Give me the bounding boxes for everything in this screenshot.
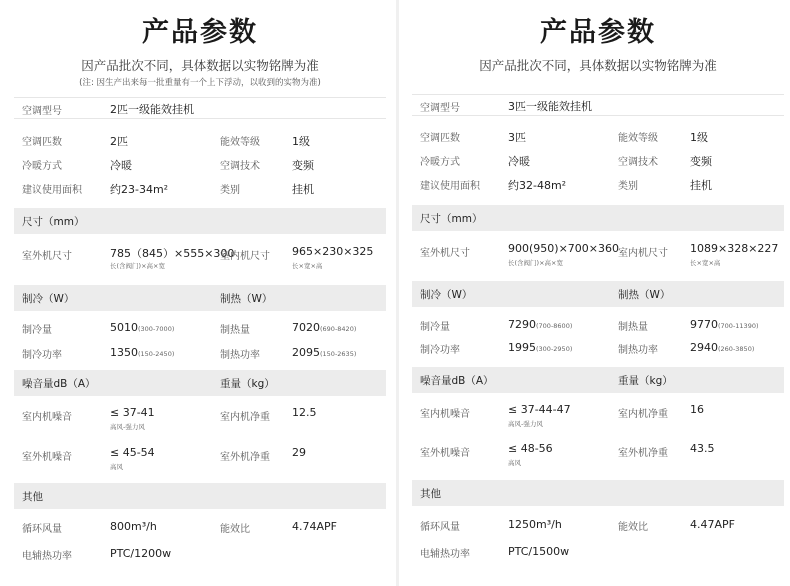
model-row [412, 94, 784, 116]
energy-label: 能效等级 [220, 137, 260, 148]
heater-label: 电辅热功率 [22, 551, 72, 562]
airflow-label: 循环风量 [420, 522, 460, 533]
heater-label: 电辅热功率 [420, 549, 470, 560]
heating-power-range: (260-3850) [718, 345, 755, 353]
outdoor-noise-label: 室外机噪音 [22, 452, 72, 463]
type-label: 类别 [220, 185, 240, 196]
indoor-noise-value: ≤ 37-44-47 [508, 403, 571, 416]
power-header-band [14, 285, 386, 311]
apf-value: 4.74APF [292, 520, 337, 533]
outdoor-size-value: 900(950)×700×360 [508, 242, 619, 255]
size-header: 尺寸（mm） [420, 213, 483, 225]
apf-value: 4.47APF [690, 518, 735, 531]
heater-value: PTC/1500w [508, 545, 570, 558]
indoor-size-note: 长×宽×高 [690, 259, 721, 267]
size-header-band [412, 205, 784, 231]
weight-header: 重量（kg） [220, 378, 275, 390]
heating-capacity-label: 制热量 [618, 322, 648, 333]
cooling-power-label: 制冷功率 [420, 345, 460, 356]
area-label: 建议使用面积 [22, 185, 82, 196]
other-header: 其他 [420, 488, 441, 500]
heating-capacity-range: (690-8420) [320, 325, 357, 333]
cooling-capacity-value: 7290 [508, 318, 536, 331]
airflow-value: 800m³/h [110, 520, 157, 533]
weight-header: 重量（kg） [618, 375, 673, 387]
mode-value: 冷暖 [508, 155, 530, 168]
panel-subtitle: 因产品批次不同，具体数据以实物铭牌为准 [479, 58, 717, 73]
indoor-weight-label: 室内机净重 [220, 412, 270, 423]
heater-value: PTC/1200w [110, 547, 172, 560]
model-label: 空调型号 [22, 106, 62, 117]
outdoor-size-note: 长(含阀门)×高×宽 [110, 262, 165, 270]
tech-label: 空调技术 [618, 157, 658, 168]
area-label: 建议使用面积 [420, 181, 480, 192]
cooling-power-value: 1350 [110, 346, 138, 359]
indoor-size-value: 965×230×325 [292, 245, 374, 258]
cooling-power-value: 1995 [508, 341, 536, 354]
indoor-noise-value: ≤ 37-41 [110, 406, 155, 419]
heating-capacity-value: 7020 [292, 321, 320, 334]
noise-header: 噪音量dB（A） [420, 375, 494, 387]
outdoor-weight-label: 室外机净重 [618, 448, 668, 459]
panel-note: (注: 因生产出来每一批重量有一个上下浮动，以收到的实物为准) [79, 78, 321, 88]
cooling-power-range: (300-2950) [536, 345, 573, 353]
hp-value: 3匹 [508, 131, 526, 144]
outdoor-noise-label: 室外机噪音 [420, 448, 470, 459]
heating-capacity-label: 制热量 [220, 325, 250, 336]
indoor-noise-label: 室内机噪音 [22, 412, 72, 423]
outdoor-noise-note: 高风 [110, 463, 123, 471]
heating-header: 制热（W） [618, 289, 671, 301]
cooling-power-label: 制冷功率 [22, 350, 62, 361]
airflow-label: 循环风量 [22, 524, 62, 535]
airflow-value: 1250m³/h [508, 518, 562, 531]
panel-title: 产品参数 [142, 17, 258, 48]
cooling-capacity-label: 制冷量 [22, 325, 52, 336]
outdoor-noise-note: 高风 [508, 459, 521, 467]
spec-panel-2hp [14, 0, 386, 586]
outdoor-size-label: 室外机尺寸 [420, 248, 470, 259]
hp-label: 空调匹数 [420, 133, 460, 144]
other-header: 其他 [22, 491, 43, 503]
heating-power-range: (150-2635) [320, 350, 357, 358]
indoor-weight-label: 室内机净重 [618, 409, 668, 420]
other-header-band [14, 483, 386, 509]
hp-value: 2匹 [110, 135, 128, 148]
indoor-noise-note: 高风-强力风 [508, 420, 543, 428]
other-header-band [412, 480, 784, 506]
outdoor-size-label: 室外机尺寸 [22, 251, 72, 262]
cooling-power-range: (150-2450) [138, 350, 175, 358]
size-header-band [14, 208, 386, 234]
outdoor-weight-value: 29 [292, 446, 306, 459]
noise-header-band [14, 370, 386, 396]
cooling-header: 制冷（W） [22, 293, 75, 305]
power-header-band [412, 281, 784, 307]
outdoor-weight-label: 室外机净重 [220, 452, 270, 463]
cooling-header: 制冷（W） [420, 289, 473, 301]
type-label: 类别 [618, 181, 638, 192]
energy-value: 1级 [292, 135, 310, 148]
cooling-capacity-range: (300-7000) [138, 325, 175, 333]
tech-value: 变频 [690, 155, 712, 168]
tech-label: 空调技术 [220, 161, 260, 172]
cooling-capacity-range: (700-8600) [536, 322, 573, 330]
area-value: 约32-48m² [508, 179, 567, 192]
indoor-size-label: 室内机尺寸 [618, 248, 668, 259]
panel-divider [396, 0, 399, 586]
model-value: 2匹一级能效挂机 [110, 103, 194, 116]
heating-header: 制热（W） [220, 293, 273, 305]
indoor-size-value: 1089×328×227 [690, 242, 779, 255]
type-value: 挂机 [690, 179, 712, 192]
outdoor-noise-value: ≤ 45-54 [110, 446, 155, 459]
energy-value: 1级 [690, 131, 708, 144]
indoor-weight-value: 16 [690, 403, 704, 416]
heating-capacity-value: 9770 [690, 318, 718, 331]
model-value: 3匹一级能效挂机 [508, 100, 592, 113]
model-label: 空调型号 [420, 103, 460, 114]
size-header: 尺寸（mm） [22, 216, 85, 228]
indoor-size-label: 室内机尺寸 [220, 251, 270, 262]
outdoor-weight-value: 43.5 [690, 442, 715, 455]
cooling-capacity-label: 制冷量 [420, 322, 450, 333]
heating-power-label: 制热功率 [220, 350, 260, 361]
heating-power-value: 2095 [292, 346, 320, 359]
indoor-size-note: 长×宽×高 [292, 262, 323, 270]
panel-subtitle: 因产品批次不同，具体数据以实物铭牌为准 [81, 58, 319, 73]
heating-power-value: 2940 [690, 341, 718, 354]
type-value: 挂机 [292, 183, 314, 196]
tech-value: 变频 [292, 159, 314, 172]
noise-header: 噪音量dB（A） [22, 378, 96, 390]
cooling-capacity-value: 5010 [110, 321, 138, 334]
outdoor-size-value: 785（845）×555×300 [110, 247, 235, 260]
mode-label: 冷暖方式 [420, 157, 460, 168]
indoor-noise-note: 高风-强力风 [110, 423, 145, 431]
spec-panel-3hp [412, 0, 784, 586]
apf-label: 能效比 [618, 522, 648, 533]
outdoor-size-note: 长(含阀门)×高×宽 [508, 259, 563, 267]
energy-label: 能效等级 [618, 133, 658, 144]
panel-title: 产品参数 [540, 17, 656, 48]
area-value: 约23-34m² [110, 183, 169, 196]
noise-header-band [412, 367, 784, 393]
indoor-noise-label: 室内机噪音 [420, 409, 470, 420]
indoor-weight-value: 12.5 [292, 406, 317, 419]
outdoor-noise-value: ≤ 48-56 [508, 442, 553, 455]
mode-value: 冷暖 [110, 159, 132, 172]
model-row [14, 97, 386, 119]
heating-capacity-range: (700-11390) [718, 322, 759, 330]
heating-power-label: 制热功率 [618, 345, 658, 356]
mode-label: 冷暖方式 [22, 161, 62, 172]
apf-label: 能效比 [220, 524, 250, 535]
hp-label: 空调匹数 [22, 137, 62, 148]
